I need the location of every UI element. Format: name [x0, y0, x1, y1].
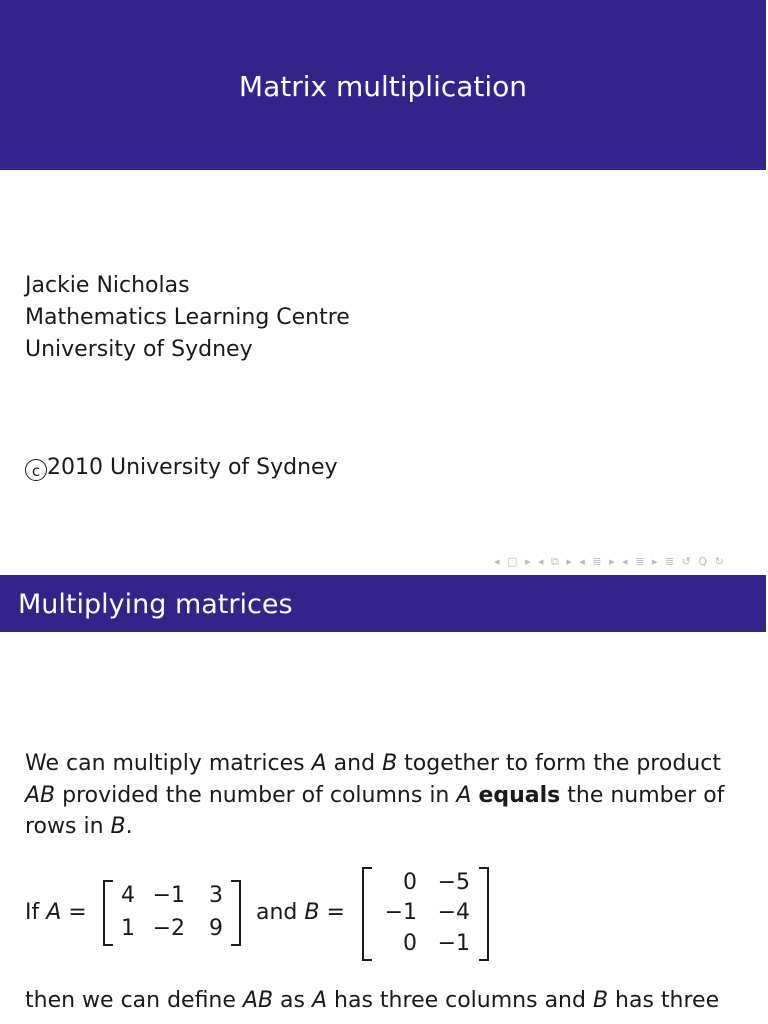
math-var: A: [46, 900, 62, 925]
author-name: Jackie Nicholas: [25, 273, 190, 298]
math-var: A: [456, 782, 472, 808]
text-run: rows in: [25, 814, 111, 839]
matrix-b-right-bracket: [479, 867, 489, 961]
presentation-title: Matrix multiplication: [238, 70, 528, 103]
text-run: as: [273, 988, 312, 1013]
equals-sign: =: [319, 900, 345, 925]
author-affiliation: Mathematics Learning Centre: [25, 305, 350, 330]
text-run: and: [256, 900, 305, 925]
nav-search-icon[interactable]: Q: [698, 555, 709, 568]
math-var: B: [592, 988, 609, 1013]
nav-appendix-icon[interactable]: ≣: [664, 555, 676, 568]
nav-next-section-icon[interactable]: ▸: [609, 555, 616, 568]
nav-prev-frame-icon[interactable]: ◂: [494, 555, 501, 568]
nav-forward-icon[interactable]: ↻: [714, 555, 725, 568]
nav-prev-section-icon[interactable]: ◂: [579, 555, 586, 568]
nav-document-icon[interactable]: ≣: [635, 555, 646, 568]
text-run: If: [25, 900, 47, 925]
paragraph-line-2: [25, 780, 745, 812]
nav-prev-subsection-icon[interactable]: ◂: [537, 555, 545, 568]
text-run: together to form the product: [397, 751, 721, 776]
if-label: [25, 900, 87, 925]
text-run: the number of: [560, 782, 725, 808]
nav-next-frame-icon[interactable]: ▸: [524, 555, 532, 568]
nav-next-subsection-icon[interactable]: ▸: [566, 555, 573, 568]
paragraph-line-3: [25, 811, 745, 843]
intro-paragraph: [25, 748, 745, 843]
matrix-a-right-bracket: [231, 880, 241, 946]
frame-title: Multiplying matrices: [18, 589, 293, 620]
copyright-notice: [25, 455, 338, 481]
nav-next-document-icon[interactable]: ▸: [651, 555, 659, 568]
math-var: A: [312, 988, 328, 1013]
text-run: then we can define: [25, 988, 243, 1013]
math-var: AB: [242, 988, 274, 1013]
matrix-a-cell: −2: [152, 916, 185, 941]
nav-frame-icon[interactable]: □: [507, 555, 519, 568]
matrix-definition: [25, 862, 765, 962]
text-run: has three columns and: [327, 988, 593, 1013]
math-var: A: [311, 751, 327, 776]
matrix-b-cell: −4: [437, 900, 470, 925]
nav-subsection-icon[interactable]: ⧉: [551, 555, 560, 568]
copyright-icon: c: [25, 459, 47, 481]
text-run: provided the number of columns in: [55, 782, 457, 808]
nav-back-icon[interactable]: ↺: [681, 555, 692, 568]
emphasis-text: equals: [478, 782, 561, 808]
text-run: and: [326, 751, 383, 776]
equals-sign: =: [61, 900, 87, 925]
math-var: AB: [25, 782, 56, 808]
matrix-a-cell: 3: [209, 883, 223, 908]
continuation-text: [25, 988, 719, 1013]
matrix-b-cell: −5: [437, 870, 470, 895]
math-var: B: [382, 751, 398, 776]
copyright-text: 2010 University of Sydney: [47, 455, 338, 480]
nav-section-icon[interactable]: ≣: [592, 555, 603, 568]
matrix-b-cell: −1: [384, 900, 417, 925]
matrix-b-cell: 0: [403, 870, 417, 895]
author-block: [25, 270, 350, 366]
matrix-a-cell: 4: [121, 883, 135, 908]
math-var: B: [110, 814, 126, 839]
author-institution: University of Sydney: [25, 337, 253, 362]
nav-prev-document-icon[interactable]: ◂: [622, 555, 629, 568]
matrix-b-cell: 0: [403, 931, 417, 956]
and-label: [256, 900, 345, 925]
matrix-b-cell: −1: [437, 931, 470, 956]
matrix-b-left-bracket: [362, 867, 372, 961]
matrix-a-cell: −1: [152, 883, 185, 908]
paragraph-line-1: [25, 748, 745, 780]
text-run: .: [125, 814, 133, 839]
beamer-navigation-bar: [494, 555, 727, 571]
text-run: We can multiply matrices: [25, 751, 312, 776]
matrix-a-cell: 1: [121, 916, 135, 941]
text-run: has three: [608, 988, 720, 1013]
math-var: B: [304, 900, 320, 925]
matrix-a-cell: 9: [209, 916, 223, 941]
